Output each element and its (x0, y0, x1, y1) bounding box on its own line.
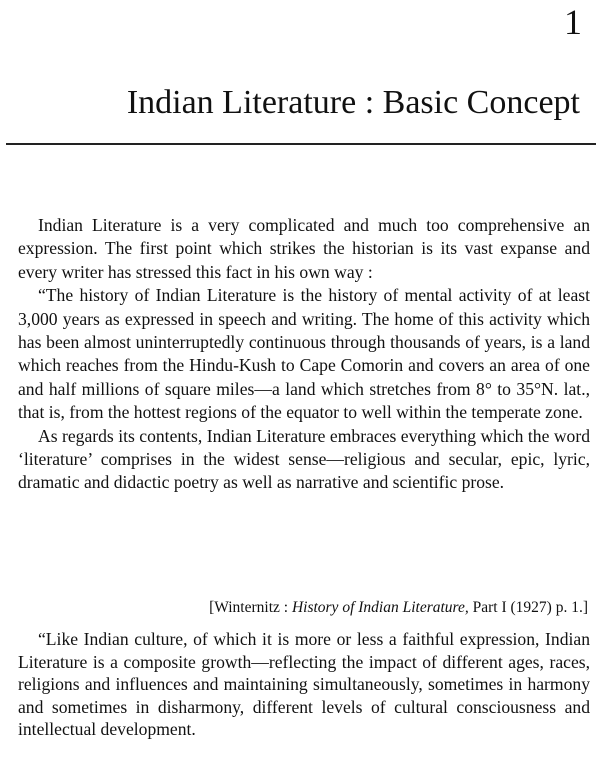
chapter-title: Indian Literature : Basic Concept (126, 84, 580, 121)
body-text-continued (18, 628, 590, 741)
body-text (18, 214, 590, 495)
citation-author: [Winternitz : (209, 599, 292, 616)
paragraph-quote-culture: “Like Indian culture, of which it is more or less a faithful expression, Indian Literature is a composite growth—reflecting the impact of different ages, races, religions and influences and maintaining simultaneously, sometimes in harmony and sometimes in disharmony, different levels of cultural consciousness and intellectual development. (18, 629, 590, 739)
title-rule (6, 143, 596, 145)
citation-work: History of Indian Literature, (291, 599, 469, 616)
paragraph-intro: Indian Literature is a very complicated and much too comprehensive an expression. The first point which strikes the historian is its vast expanse and every writer has stressed this fact in his own way : (18, 215, 590, 282)
paragraph-quote-contents: As regards its contents, Indian Literature embraces everything which the word ‘literature’ comprises in the widest sense—religious and secular, epic, lyric, dramatic and didactic poetry as well as narrative and scientific prose. (18, 425, 590, 493)
paragraph-quote-history: “The history of Indian Literature is the history of mental activity of at least 3,000 years as expressed in speech and writing. The home of this activity which has been almost uninterruptedly continuous through thousands of years, is a land which reaches from the Hindu-Kush to Cape Comorin and covers an area of one and half millions of square miles—a land which stretches from 8° to 35°N. lat., that is, from the hottest regions of the equator to well within the temperate zone. (18, 285, 590, 423)
chapter-number: 1 (564, 2, 582, 42)
citation (209, 598, 588, 618)
citation-details: Part I (1927) p. 1.] (468, 599, 588, 616)
